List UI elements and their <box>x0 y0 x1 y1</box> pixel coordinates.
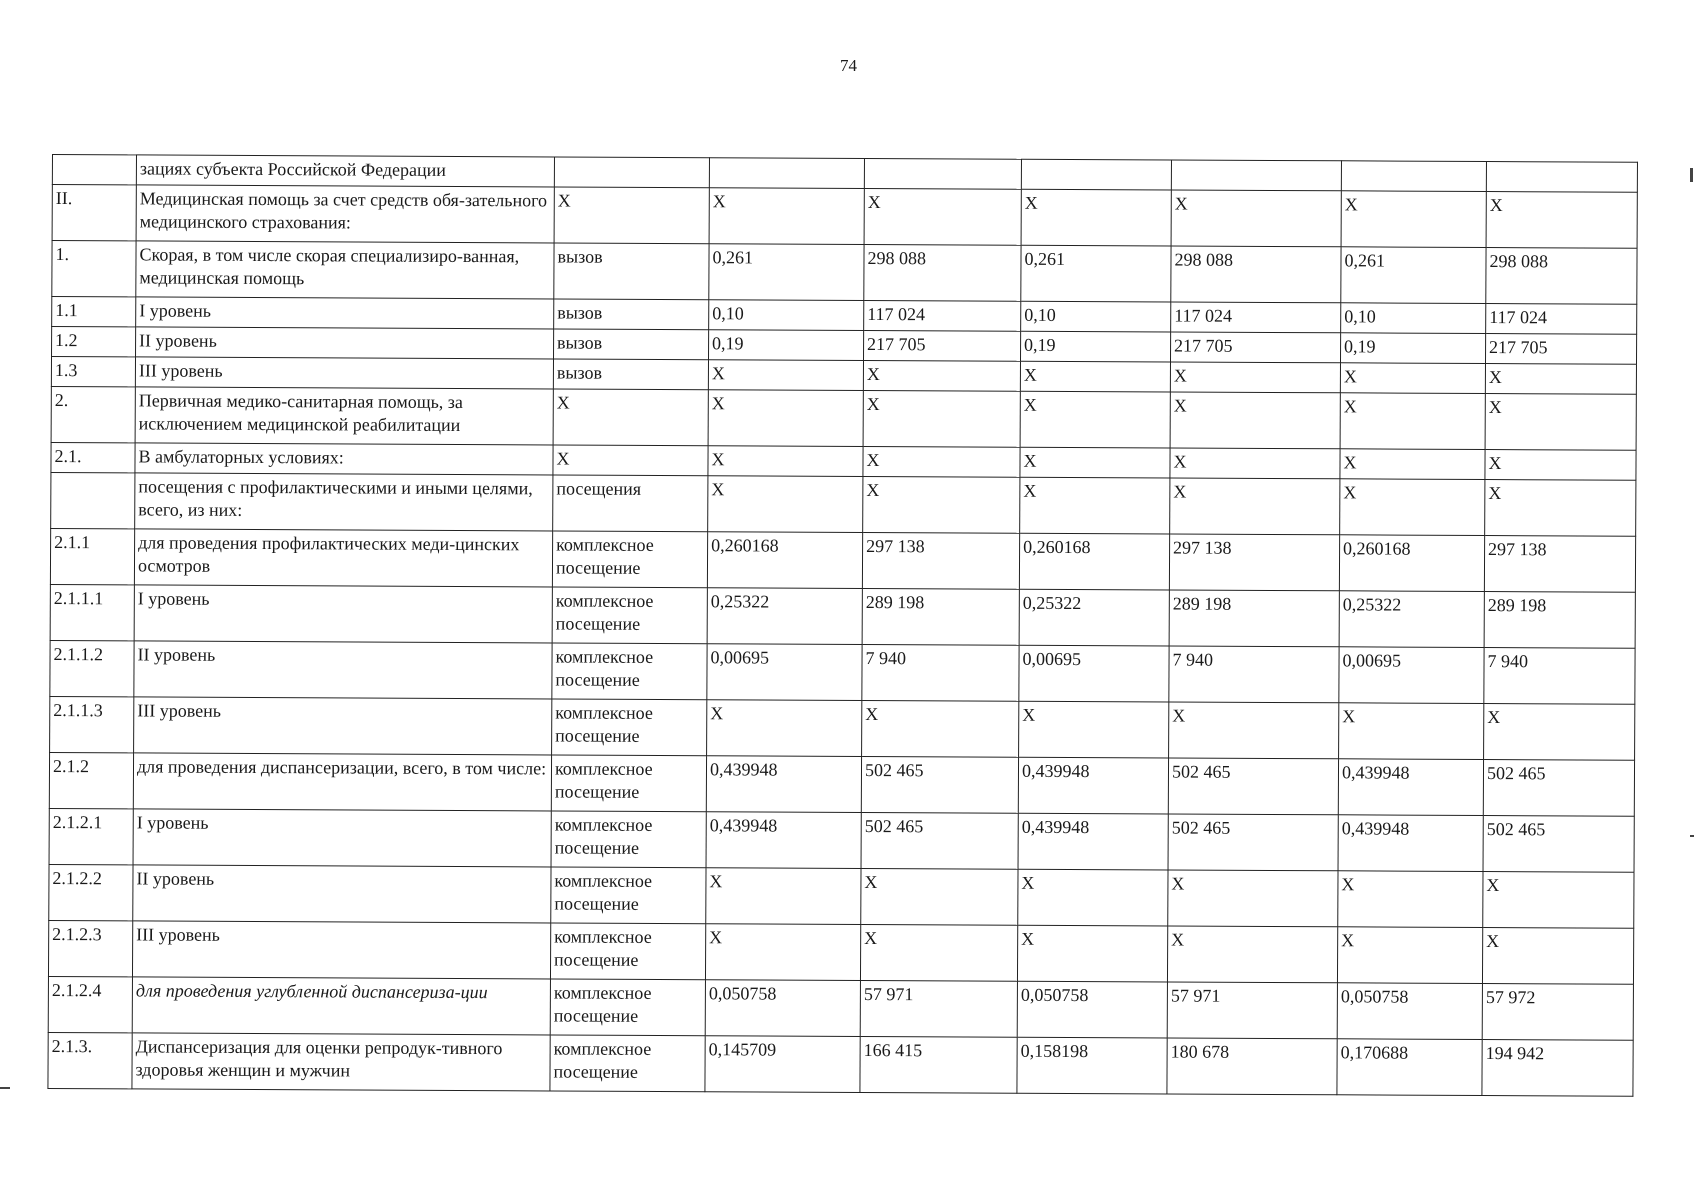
table-row <box>49 808 1634 872</box>
row-number-cell: 2. <box>51 386 135 442</box>
row-name-cell: Скорая, в том числе скорая специализиро-ванная, медицинская помощь <box>136 241 554 299</box>
table-row <box>50 584 1635 648</box>
row-number-cell: II. <box>52 185 136 241</box>
value-cell-6: Х <box>1485 480 1636 537</box>
value-cell-3: 0,25322 <box>1019 589 1169 646</box>
table-body <box>48 155 1638 1097</box>
row-name-cell: III уровень <box>135 357 553 389</box>
value-cell-3: Х <box>1020 391 1170 448</box>
value-cell-1: Х <box>709 188 864 245</box>
row-unit-cell: посещения <box>553 475 708 532</box>
row-number-cell: 2.1.2 <box>49 752 133 808</box>
row-number-cell: 2.1.2.4 <box>48 976 132 1032</box>
page-number: 74 <box>840 56 857 75</box>
value-cell-4: 117 024 <box>1171 302 1341 333</box>
row-name-cell: I уровень <box>133 809 551 867</box>
value-cell-6: 298 088 <box>1486 248 1637 305</box>
value-cell-3: 0,439948 <box>1018 813 1168 870</box>
row-unit-cell: Х <box>553 445 708 476</box>
table-row <box>50 640 1635 704</box>
row-name-cell: II уровень <box>133 865 551 923</box>
row-name-cell: II уровень <box>136 327 554 359</box>
row-name-cell: В амбулаторных условиях: <box>135 443 553 475</box>
value-cell-1: 0,00695 <box>707 644 862 701</box>
value-cell-3: Х <box>1017 925 1167 982</box>
value-cell-6: Х <box>1482 928 1633 985</box>
table-row <box>48 920 1633 984</box>
row-number-cell: 1.3 <box>51 357 135 387</box>
value-cell-3: 0,10 <box>1021 301 1171 332</box>
table-row <box>51 386 1636 450</box>
value-cell-1: 0,261 <box>709 244 864 301</box>
value-cell-5: Х <box>1339 703 1484 760</box>
value-cell-5: Х <box>1341 191 1486 248</box>
value-cell-6: Х <box>1484 704 1635 761</box>
row-name-cell: посещения с профилактическими и иными целями, всего, из них: <box>135 473 553 531</box>
value-cell-6: Х <box>1485 450 1636 481</box>
value-cell-1: Х <box>708 446 863 477</box>
row-name-cell: Медицинская помощь за счет средств обя-зательного медицинского страхования: <box>136 185 554 243</box>
value-cell-4: 7 940 <box>1169 646 1339 703</box>
value-cell-1: 0,10 <box>709 300 864 331</box>
value-cell-5: 0,050758 <box>1337 983 1482 1040</box>
value-cell-6: 502 465 <box>1483 816 1634 873</box>
row-unit-cell: вызов <box>554 243 709 300</box>
row-number-cell: 2.1.2.1 <box>49 808 133 864</box>
value-cell-2: 57 971 <box>860 980 1017 1037</box>
row-unit-cell: комплексное посещение <box>552 587 707 644</box>
table-row <box>52 185 1637 249</box>
value-cell-4: 180 678 <box>1167 1038 1337 1095</box>
row-number-cell: 2.1.2.2 <box>49 864 133 920</box>
value-cell-2: Х <box>860 924 1017 981</box>
row-unit-cell: вызов <box>554 329 709 360</box>
value-cell-4: 217 705 <box>1170 332 1340 363</box>
value-cell-1: Х <box>706 868 861 925</box>
value-cell-6: 289 198 <box>1484 592 1635 649</box>
table-row <box>50 528 1635 592</box>
value-cell-5: 0,260168 <box>1339 535 1484 592</box>
value-cell-3: Х <box>1021 189 1171 246</box>
value-cell-3: 0,050758 <box>1017 981 1167 1038</box>
edge-mark-right-2 <box>1690 835 1694 837</box>
value-cell-6: Х <box>1485 364 1636 395</box>
row-name-cell: Диспансеризация для оценки репродук-тивного здоровья женщин и мужчин <box>132 1033 550 1091</box>
row-number-cell <box>52 155 136 185</box>
row-unit-cell: комплексное посещение <box>552 699 707 756</box>
value-cell-4: Х <box>1170 362 1340 393</box>
value-cell-1: Х <box>708 390 863 447</box>
row-unit-cell: комплексное посещение <box>550 1035 705 1092</box>
value-cell-5: Х <box>1337 927 1482 984</box>
value-cell-5: 0,10 <box>1341 303 1486 334</box>
edge-mark-left <box>0 1087 10 1089</box>
value-cell-2: 289 198 <box>862 588 1019 645</box>
value-cell-2: Х <box>861 868 1018 925</box>
value-cell-4: Х <box>1170 448 1340 479</box>
value-cell-5: Х <box>1340 479 1485 536</box>
row-unit-cell: комплексное посещение <box>551 811 706 868</box>
row-name-cell: для проведения углубленной диспансериза-ции <box>132 977 550 1035</box>
table-row <box>49 864 1634 928</box>
value-cell-1: Х <box>707 700 862 757</box>
value-cell-1: 0,050758 <box>705 980 860 1037</box>
row-unit-cell: комплексное посещение <box>552 531 707 588</box>
value-cell-6: 57 972 <box>1482 984 1633 1041</box>
value-cell-6: Х <box>1486 192 1637 249</box>
value-cell-5: 0,439948 <box>1338 815 1483 872</box>
value-cell-4: Х <box>1170 478 1340 535</box>
value-cell-1: Х <box>705 924 860 981</box>
value-cell-5: 0,00695 <box>1339 647 1484 704</box>
value-cell-6: 502 465 <box>1483 760 1634 817</box>
row-name-cell: зациях субъекта Российской Федерации <box>136 155 554 187</box>
value-cell-1: 0,145709 <box>705 1036 860 1093</box>
value-cell-2: Х <box>863 390 1020 447</box>
value-cell-1: Х <box>708 360 863 391</box>
value-cell-1: 0,439948 <box>706 756 861 813</box>
value-cell-4: 502 465 <box>1168 814 1338 871</box>
row-unit-cell: комплексное посещение <box>550 923 705 980</box>
row-number-cell: 2.1.2.3 <box>48 920 132 976</box>
row-unit-cell: комплексное посещение <box>551 755 706 812</box>
value-cell-3: 0,158198 <box>1017 1037 1167 1094</box>
value-cell-6: 194 942 <box>1482 1039 1633 1096</box>
value-cell-3: Х <box>1019 701 1169 758</box>
row-name-cell: II уровень <box>134 641 552 699</box>
value-cell-4: 502 465 <box>1168 758 1338 815</box>
value-cell-2: 217 705 <box>864 330 1021 361</box>
value-cell-5: Х <box>1340 449 1485 480</box>
value-cell-4: Х <box>1171 190 1341 247</box>
value-cell-5: 0,439948 <box>1338 759 1483 816</box>
row-unit-cell <box>554 157 709 188</box>
value-cell-5: 0,19 <box>1340 333 1485 364</box>
value-cell-2: 117 024 <box>864 300 1021 331</box>
value-cell-1: 0,439948 <box>706 812 861 869</box>
value-cell-6 <box>1486 162 1637 193</box>
row-number-cell: 2.1. <box>51 442 135 472</box>
edge-mark-right-1 <box>1690 168 1693 182</box>
value-cell-2: 502 465 <box>861 812 1018 869</box>
value-cell-3: Х <box>1020 477 1170 534</box>
value-cell-5: Х <box>1338 871 1483 928</box>
row-unit-cell: Х <box>553 389 708 446</box>
value-cell-6: 7 940 <box>1484 648 1635 705</box>
row-number-cell: 1.2 <box>52 327 136 357</box>
row-number-cell: 2.1.1.1 <box>50 584 134 640</box>
value-cell-3: 0,260168 <box>1019 533 1169 590</box>
value-cell-3: 0,261 <box>1021 245 1171 302</box>
value-cell-1: Х <box>708 476 863 533</box>
row-number-cell: 2.1.1 <box>50 528 134 584</box>
value-cell-4: Х <box>1167 926 1337 983</box>
table-row <box>48 976 1633 1040</box>
row-number-cell: 1. <box>52 241 136 297</box>
value-cell-4: Х <box>1170 392 1340 449</box>
row-name-cell: III уровень <box>132 921 550 979</box>
table-row <box>51 472 1636 536</box>
row-number-cell <box>51 472 135 528</box>
row-unit-cell: комплексное посещение <box>552 643 707 700</box>
value-cell-4: 57 971 <box>1167 982 1337 1039</box>
row-number-cell: 1.1 <box>52 297 136 327</box>
value-cell-2: Х <box>863 446 1020 477</box>
value-cell-1: 0,25322 <box>707 588 862 645</box>
value-cell-4: 298 088 <box>1171 246 1341 303</box>
row-unit-cell: Х <box>554 187 709 244</box>
value-cell-4: 297 138 <box>1169 534 1339 591</box>
value-cell-2: 502 465 <box>861 756 1018 813</box>
value-cell-3: Х <box>1018 869 1168 926</box>
table-row <box>49 752 1634 816</box>
value-cell-3: 0,19 <box>1020 331 1170 362</box>
value-cell-3: Х <box>1020 361 1170 392</box>
value-cell-5: 0,25322 <box>1339 591 1484 648</box>
row-unit-cell: вызов <box>553 359 708 390</box>
value-cell-2: Х <box>863 360 1020 391</box>
row-unit-cell: комплексное посещение <box>551 867 706 924</box>
value-cell-5 <box>1341 161 1486 192</box>
value-cell-2: Х <box>863 476 1020 533</box>
row-unit-cell: вызов <box>554 299 709 330</box>
table-row <box>48 1032 1633 1096</box>
financing-table <box>47 154 1638 1097</box>
value-cell-3: 0,00695 <box>1019 645 1169 702</box>
value-cell-2: 166 415 <box>860 1036 1017 1093</box>
value-cell-2: 7 940 <box>862 644 1019 701</box>
value-cell-6: 117 024 <box>1486 304 1637 335</box>
value-cell-1: 0,19 <box>709 330 864 361</box>
value-cell-6: Х <box>1485 394 1636 451</box>
value-cell-6: 217 705 <box>1485 334 1636 365</box>
row-number-cell: 2.1.1.3 <box>50 696 134 752</box>
row-name-cell: для проведения диспансеризации, всего, в том числе: <box>133 753 551 811</box>
value-cell-2: 297 138 <box>862 532 1019 589</box>
value-cell-5: 0,170688 <box>1337 1039 1482 1096</box>
value-cell-2: 298 088 <box>864 244 1021 301</box>
row-name-cell: I уровень <box>134 585 552 643</box>
row-number-cell: 2.1.1.2 <box>50 640 134 696</box>
value-cell-5: Х <box>1340 363 1485 394</box>
value-cell-1 <box>709 158 864 189</box>
table-row <box>52 241 1637 305</box>
value-cell-4 <box>1171 160 1341 191</box>
table-row <box>50 696 1635 760</box>
value-cell-6: Х <box>1483 872 1634 929</box>
row-name-cell: Первичная медико-санитарная помощь, за исключением медицинской реабилитации <box>135 387 553 445</box>
value-cell-5: 0,261 <box>1341 247 1486 304</box>
row-unit-cell: комплексное посещение <box>550 979 705 1036</box>
value-cell-5: Х <box>1340 393 1485 450</box>
value-cell-2 <box>864 158 1021 189</box>
value-cell-3 <box>1021 159 1171 190</box>
value-cell-2: Х <box>864 188 1021 245</box>
value-cell-4: 289 198 <box>1169 590 1339 647</box>
value-cell-2: Х <box>862 700 1019 757</box>
value-cell-4: Х <box>1168 870 1338 927</box>
value-cell-1: 0,260168 <box>707 532 862 589</box>
row-name-cell: III уровень <box>134 697 552 755</box>
value-cell-3: 0,439948 <box>1018 757 1168 814</box>
row-name-cell: I уровень <box>136 297 554 329</box>
value-cell-6: 297 138 <box>1484 536 1635 593</box>
value-cell-3: Х <box>1020 447 1170 478</box>
row-number-cell: 2.1.3. <box>48 1032 132 1088</box>
value-cell-4: Х <box>1169 702 1339 759</box>
row-name-cell: для проведения профилактических меди-цинских осмотров <box>134 529 552 587</box>
